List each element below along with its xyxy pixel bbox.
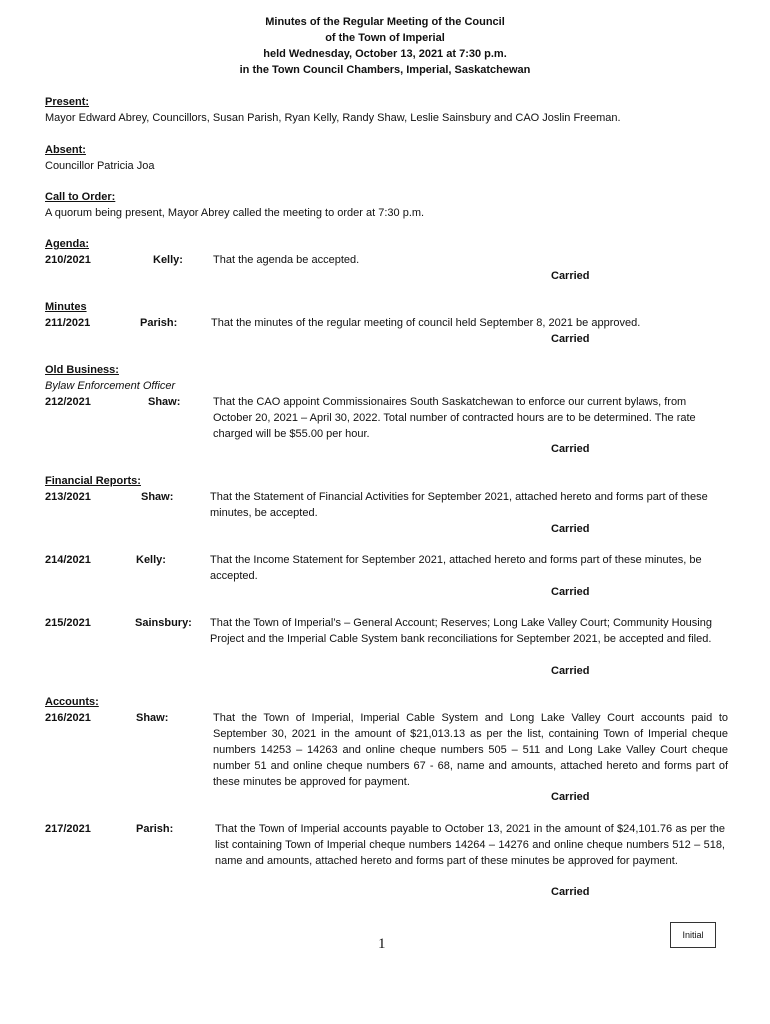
motion-number: 215/2021 xyxy=(45,617,91,629)
motion-number: 212/2021 xyxy=(45,396,91,408)
motion-number: 216/2021 xyxy=(45,712,91,724)
motion-result: Carried xyxy=(551,586,590,598)
call-to-order-heading: Call to Order: xyxy=(45,191,116,203)
motion-text: That the Town of Imperial, Imperial Cable System and Long Lake Valley Court accounts paid to September 30, 2021 in the amount of $21,013.13 as per the list, containing Town of Imperial cheque numbers 14253 – 14263 and online cheque numbers 505 – 511 and Long Lake Valley Court cheque number 51 and online cheque numbers 67 - 68, name and amounts, attached hereto and forms part of these minutes be approved for payment. xyxy=(213,712,728,788)
motion-text: That the agenda be accepted. xyxy=(213,254,360,266)
motion-text: That the minutes of the regular meeting of council held September 8, 2021 be approved. xyxy=(211,317,641,329)
minutes-heading: Minutes xyxy=(45,301,87,313)
motion-mover: Shaw: xyxy=(141,491,174,503)
motion-mover: Parish: xyxy=(136,823,174,835)
absent-text: Councillor Patricia Joa xyxy=(45,160,155,172)
motion-result: Carried xyxy=(551,333,590,345)
agenda-heading: Agenda: xyxy=(45,238,89,250)
motion-mover: Kelly: xyxy=(136,554,166,566)
motion-result: Carried xyxy=(551,791,590,803)
motion-mover: Parish: xyxy=(140,317,178,329)
call-to-order-text: A quorum being present, Mayor Abrey called the meeting to order at 7:30 p.m. xyxy=(45,207,425,219)
motion-number: 210/2021 xyxy=(45,254,91,266)
old-business-heading: Old Business: xyxy=(45,364,119,376)
motion-text: That the Town of Imperial accounts payable to October 13, 2021 in the amount of $24,101.76 as per the list containing Town of Imperial cheque numbers 14264 – 14276 and online cheque numbers 512 – 518, name and amounts, attached hereto and forms part of these minutes be approved for payment. xyxy=(215,823,725,867)
motion-mover: Shaw: xyxy=(136,712,169,724)
document-title xyxy=(0,14,770,78)
motion-text: That the Statement of Financial Activities for September 2021, attached hereto and forms part of these minutes, be accepted. xyxy=(210,491,708,519)
present-text: Mayor Edward Abrey, Councillors, Susan Parish, Ryan Kelly, Randy Shaw, Leslie Sainsbury and CAO Joslin Freeman. xyxy=(45,112,621,124)
motion-number: 213/2021 xyxy=(45,491,91,503)
motion-text: That the Income Statement for September 2021, attached hereto and forms part of these minutes, be accepted. xyxy=(210,554,702,582)
motion-mover: Shaw: xyxy=(148,396,181,408)
motion-result: Carried xyxy=(551,886,590,898)
motion-result: Carried xyxy=(551,665,590,677)
title-line-1: Minutes of the Regular Meeting of the Council xyxy=(265,16,505,28)
motion-number: 214/2021 xyxy=(45,554,91,566)
page-number: 1 xyxy=(378,936,386,952)
motion-result: Carried xyxy=(551,523,590,535)
motion-result: Carried xyxy=(551,443,590,455)
financial-reports-heading: Financial Reports: xyxy=(45,475,141,487)
motion-number: 211/2021 xyxy=(45,317,91,329)
title-line-3: held Wednesday, October 13, 2021 at 7:30 p.m. xyxy=(263,48,507,60)
motion-mover: Sainsbury: xyxy=(135,617,192,629)
title-line-2: of the Town of Imperial xyxy=(325,32,445,44)
initial-box: Initial xyxy=(670,922,716,948)
motion-mover: Kelly: xyxy=(153,254,183,266)
present-heading: Present: xyxy=(45,96,90,108)
accounts-heading: Accounts: xyxy=(45,696,99,708)
motion-text: That the CAO appoint Commissionaires South Saskatchewan to enforce our current bylaws, from October 20, 2021 – April 30, 2022. Total number of contracted hours are to be determined. The rate charged will be $55.00 per hour. xyxy=(213,396,696,440)
motion-text: That the Town of Imperial’s – General Account; Reserves; Long Lake Valley Court; Community Housing Project and the Imperial Cable System bank reconciliations for September 2021, be accepted and filed. xyxy=(210,617,712,645)
motion-number: 217/2021 xyxy=(45,823,91,835)
title-line-4: in the Town Council Chambers, Imperial, Saskatchewan xyxy=(239,64,531,76)
absent-heading: Absent: xyxy=(45,144,86,156)
motion-result: Carried xyxy=(551,270,590,282)
old-business-subheading: Bylaw Enforcement Officer xyxy=(45,380,176,392)
